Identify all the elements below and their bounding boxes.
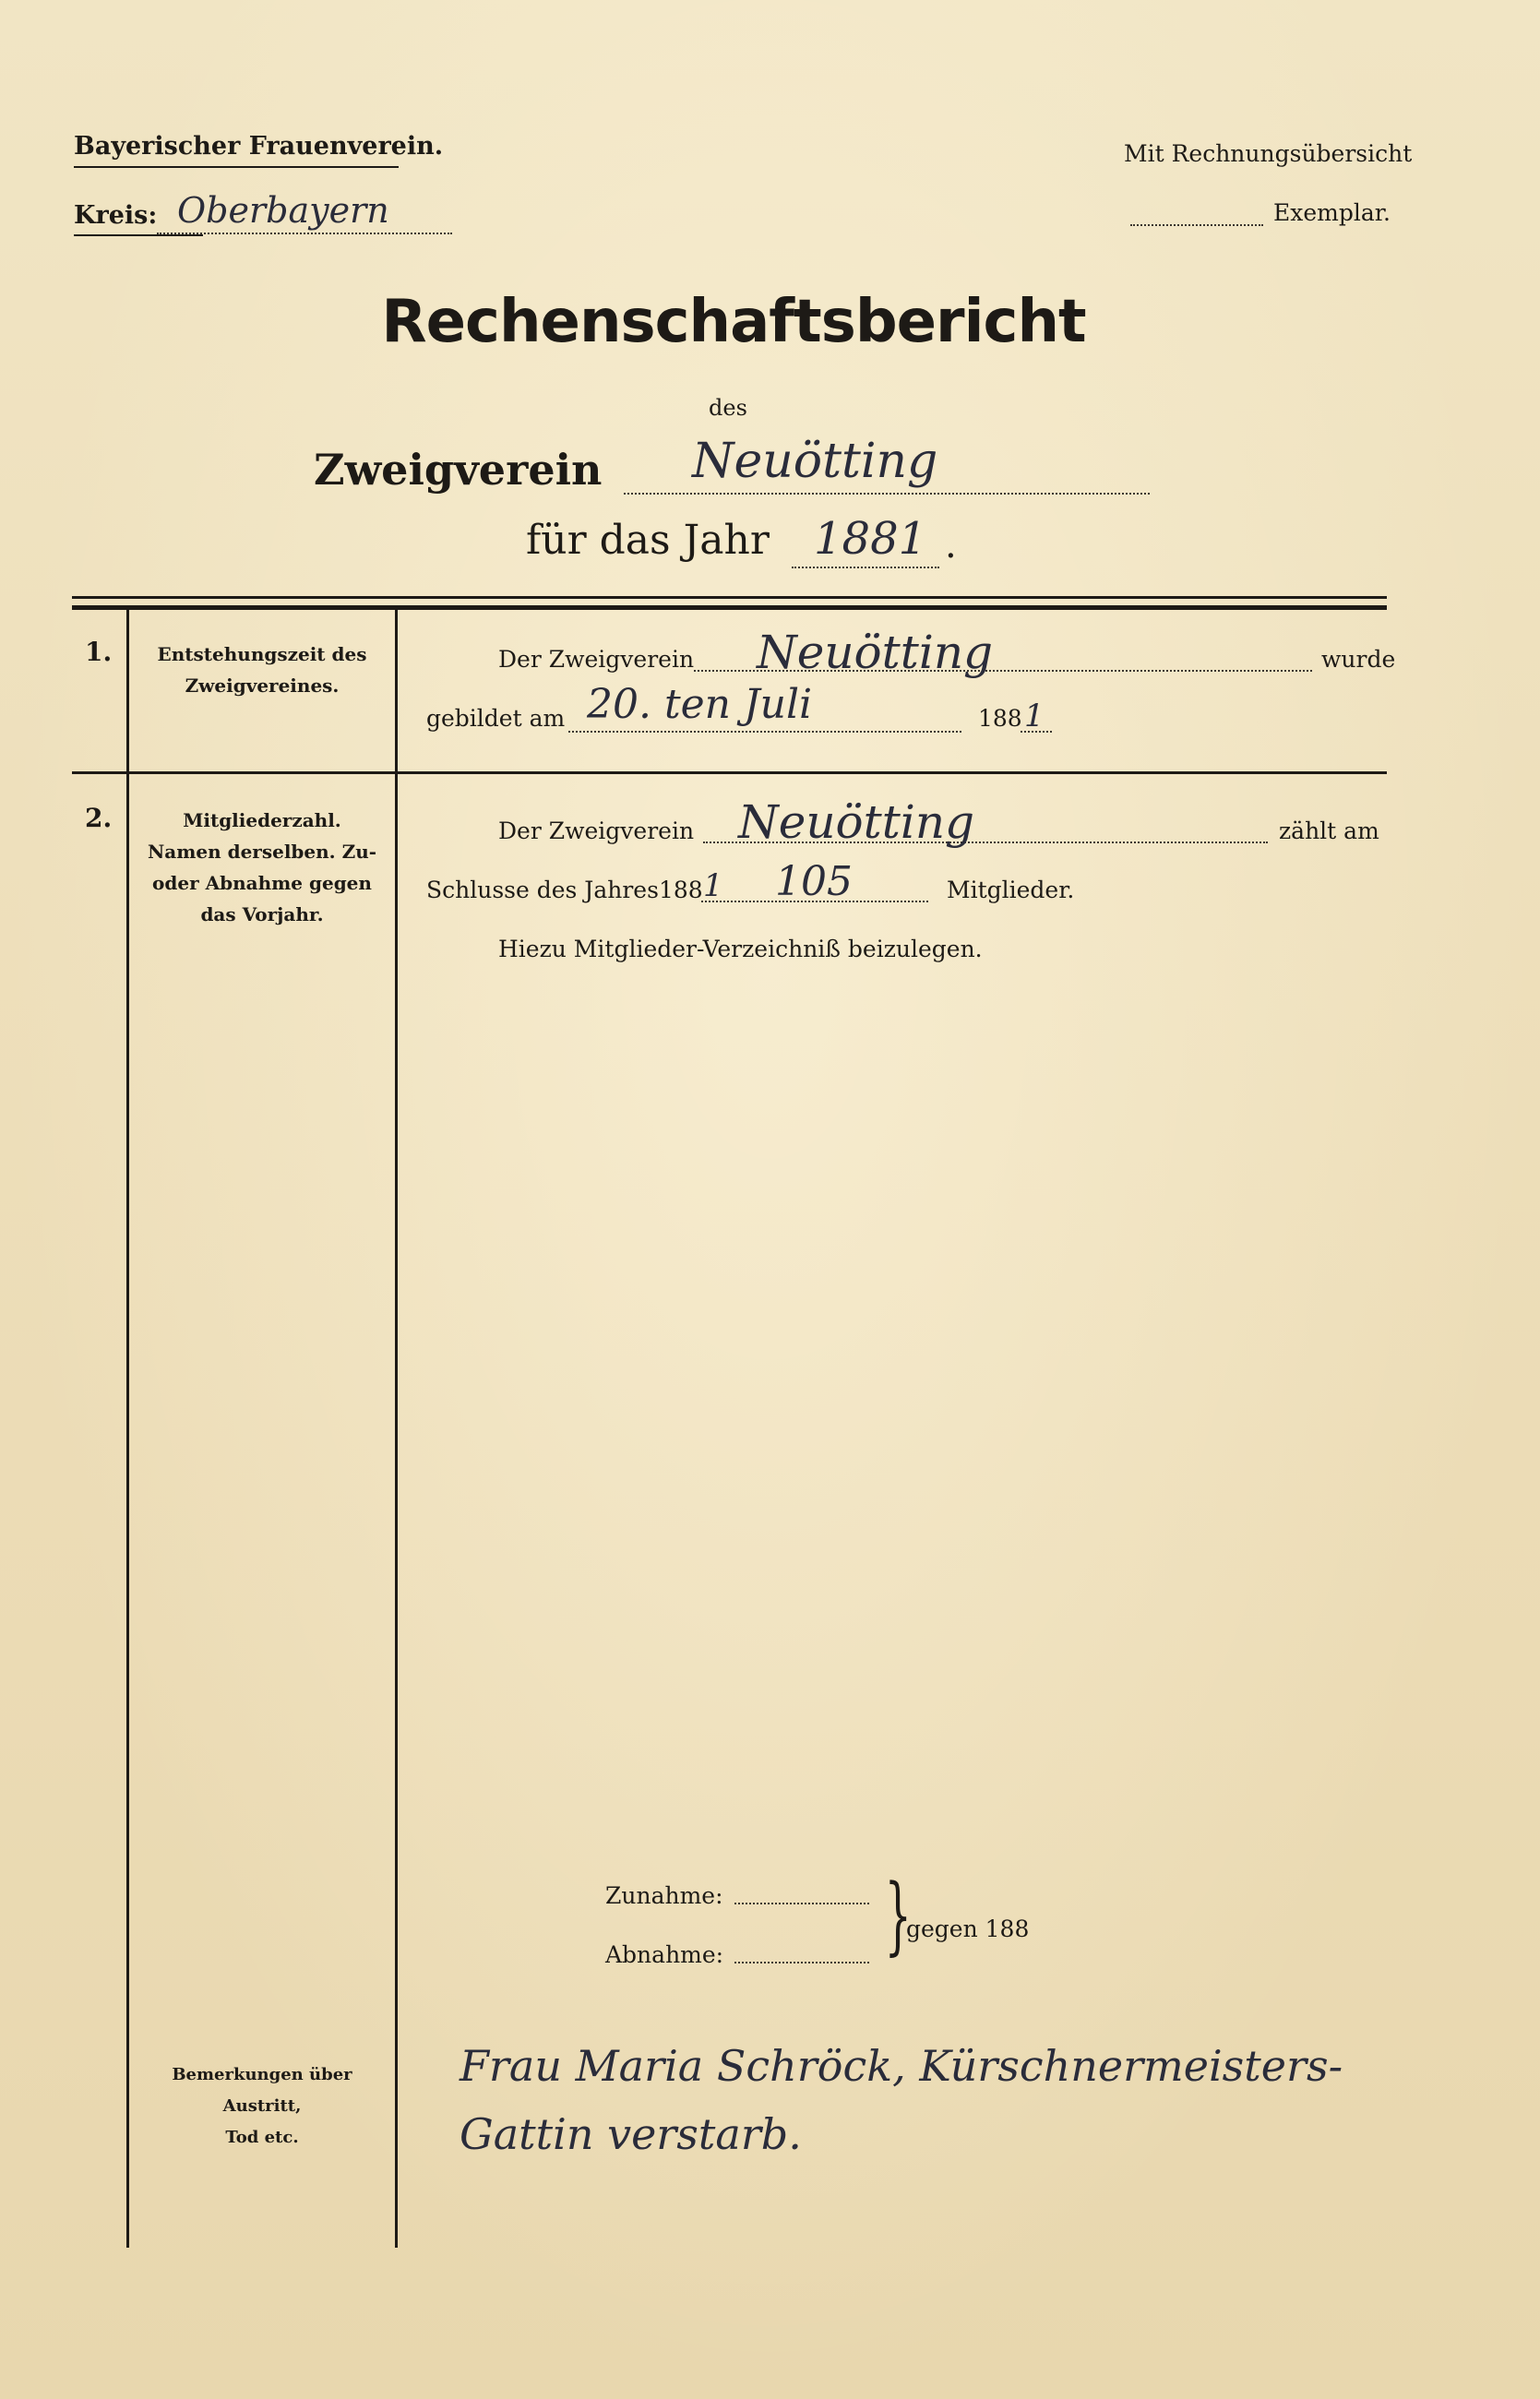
year-suffix: . xyxy=(945,524,957,567)
s1-name-value: Neuötting xyxy=(757,626,994,679)
kreis-value: Oberbayern xyxy=(177,190,389,231)
kreis-label: Kreis: xyxy=(74,201,158,230)
s1-text-b: wurde xyxy=(1321,646,1396,673)
s1-text-c: gebildet am xyxy=(426,705,566,732)
section-divider xyxy=(72,771,1387,774)
year-value: 1881 xyxy=(814,513,927,565)
table-top-rule-thick xyxy=(72,605,1387,610)
section-2-label xyxy=(135,805,389,930)
s2-name-value: Neuötting xyxy=(738,795,975,849)
section-1-label-line-2: Zweigvereines. xyxy=(185,674,340,697)
kreis-underline xyxy=(74,234,203,236)
year-prefix: für das Jahr xyxy=(526,517,770,564)
section-1-label-line-1: Entstehungszeit des xyxy=(157,643,367,665)
copy-dotted-line xyxy=(1130,224,1263,226)
document-title: Rechenschaftsbericht xyxy=(381,288,1086,356)
section-2-label-line-3: oder Abnahme gegen xyxy=(152,872,372,894)
s2-text-e: Hiezu Mitglieder-Verzeichniß beizulegen. xyxy=(498,936,983,962)
zweigverein-dotted-line xyxy=(624,493,1150,495)
section-1-number: 1. xyxy=(85,637,113,667)
association-name: Bayerischer Frauenverein. xyxy=(74,132,444,161)
s1-date-value: 20. ten Juli xyxy=(587,681,813,728)
des-label: des xyxy=(709,395,747,421)
gegen-label: gegen 188 xyxy=(906,1916,1030,1942)
s2-text-d: Mitglieder. xyxy=(947,877,1075,903)
section-1-label xyxy=(135,639,389,701)
copy-line-1: Mit Rechnungsübersicht xyxy=(1124,140,1413,167)
zweigverein-label: Zweigverein xyxy=(314,445,603,495)
s1-year-print: 188 xyxy=(978,705,1022,732)
column-divider-right xyxy=(395,605,398,2248)
copy-line-2: Exemplar. xyxy=(1273,199,1391,226)
zunahme-label: Zunahme: xyxy=(605,1882,723,1909)
remarks-label-line-1: Bemerkungen über Austritt, xyxy=(172,2065,352,2116)
s2-year-print: 188 xyxy=(659,877,703,903)
s1-text-a: Der Zweigverein xyxy=(498,646,695,673)
abnahme-dotted-line xyxy=(734,1962,869,1963)
column-divider-left xyxy=(126,605,129,2248)
year-dotted-line xyxy=(792,567,939,568)
s2-text-a: Der Zweigverein xyxy=(498,818,695,844)
section-2-label-line-4: das Vorjahr. xyxy=(200,903,324,925)
s1-date-dotted-line xyxy=(568,731,961,733)
section-2-label-line-2: Namen derselben. Zu- xyxy=(147,841,377,863)
remarks-label xyxy=(135,2059,389,2154)
section-2-label-line-1: Mitgliederzahl. xyxy=(183,809,341,831)
section-2-number: 2. xyxy=(85,803,113,833)
bracket: } xyxy=(884,1866,912,1964)
s1-year-dotted-line xyxy=(1021,731,1052,733)
table-top-rule xyxy=(72,596,1387,599)
s2-year-hand: 1 xyxy=(703,867,723,904)
abnahme-label: Abnahme: xyxy=(605,1941,724,1968)
s2-text-b: zählt am xyxy=(1279,818,1379,844)
s1-year-hand: 1 xyxy=(1024,698,1045,734)
zunahme-dotted-line xyxy=(734,1903,869,1904)
s2-members-value: 105 xyxy=(775,858,853,905)
association-underline xyxy=(74,166,399,168)
remarks-label-line-2: Tod etc. xyxy=(225,2128,299,2147)
zweigverein-value: Neuötting xyxy=(692,434,938,489)
remarks-hand-line-2: Gattin verstarb. xyxy=(460,2109,802,2159)
s2-text-c: Schlusse des Jahres xyxy=(426,877,659,903)
remarks-hand-line-1: Frau Maria Schröck, Kürschnermeisters- xyxy=(460,2041,1343,2091)
